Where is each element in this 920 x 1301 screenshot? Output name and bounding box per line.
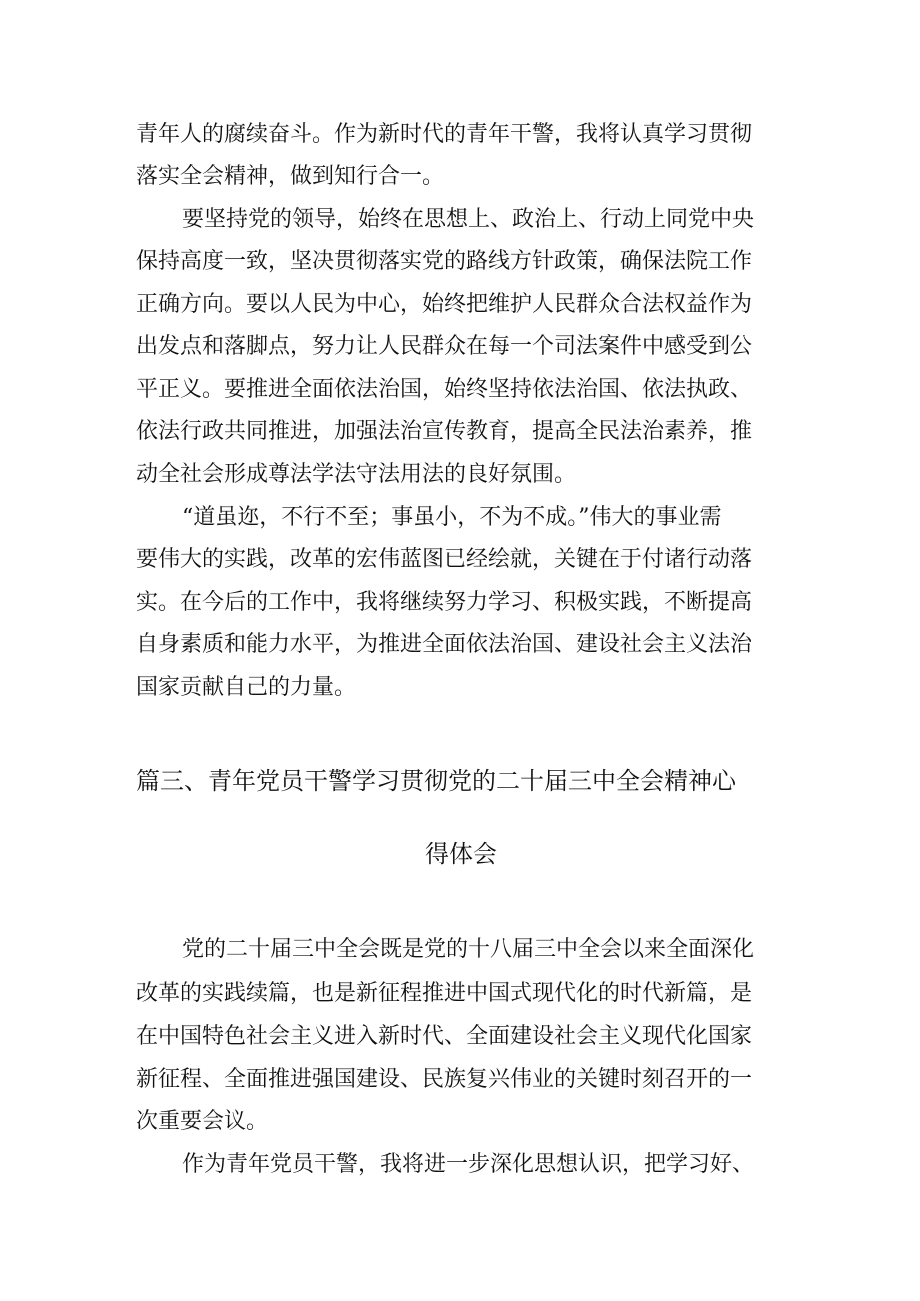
paragraph-line: 国家贡献自己的力量。 [136, 675, 357, 700]
paragraph-line: 保持高度一致，坚决贯彻落实党的路线方针政策，确保法院工作 [136, 249, 753, 274]
paragraph-line: 正确方向。要以人民为中心，始终把维护人民群众合法权益作为 [136, 292, 753, 317]
section-heading-continued: 得体会 [425, 840, 497, 868]
paragraph-line: 次重要会议。 [136, 1109, 269, 1134]
paragraph-line: 要伟大的实践，改革的宏伟蓝图已经绘就，关键在于付诸行动落 [136, 547, 753, 572]
paragraph-line: “道虽迩，不行不至；事虽小，不为不成。”伟大的事业需 [182, 505, 722, 530]
paragraph-line: 动全社会形成尊法学法守法用法的良好氛围。 [136, 462, 577, 487]
paragraph-line: 自身素质和能力水平，为推进全面依法治国、建设社会主义法治 [136, 632, 753, 657]
paragraph-line: 作为青年党员干警，我将进一步深化思想认识，把学习好、 [182, 1152, 755, 1177]
paragraph-line: 平正义。要推进全面依法治国，始终坚持依法治国、依法执政、 [136, 377, 753, 402]
paragraph-line: 出发点和落脚点，努力让人民群众在每一个司法案件中感受到公 [136, 334, 753, 359]
paragraph-line: 落实全会精神，做到知行合一。 [136, 164, 445, 189]
paragraph-line: 新征程、全面推进强国建设、民族复兴伟业的关键时刻召开的一 [136, 1067, 753, 1092]
paragraph-line: 党的二十届三中全会既是党的十八届三中全会以来全面深化 [182, 937, 755, 962]
paragraph-line: 依法行政共同推进，加强法治宣传教育，提高全民法治素养，推 [136, 419, 753, 444]
paragraph-line: 实。在今后的工作中，我将继续努力学习、积极实践，不断提高 [136, 590, 753, 615]
section-heading: 篇三、青年党员干警学习贯彻党的二十届三中全会精神心 [136, 767, 736, 795]
paragraph-line: 要坚持党的领导，始终在思想上、政治上、行动上同党中央 [182, 207, 755, 232]
paragraph-line: 青年人的腐续奋斗。作为新时代的青年干警，我将认真学习贯彻 [136, 122, 753, 147]
paragraph-line: 改革的实践续篇，也是新征程推进中国式现代化的时代新篇，是 [136, 981, 753, 1006]
paragraph-line: 在中国特色社会主义进入新时代、全面建设社会主义现代化国家 [136, 1024, 753, 1049]
